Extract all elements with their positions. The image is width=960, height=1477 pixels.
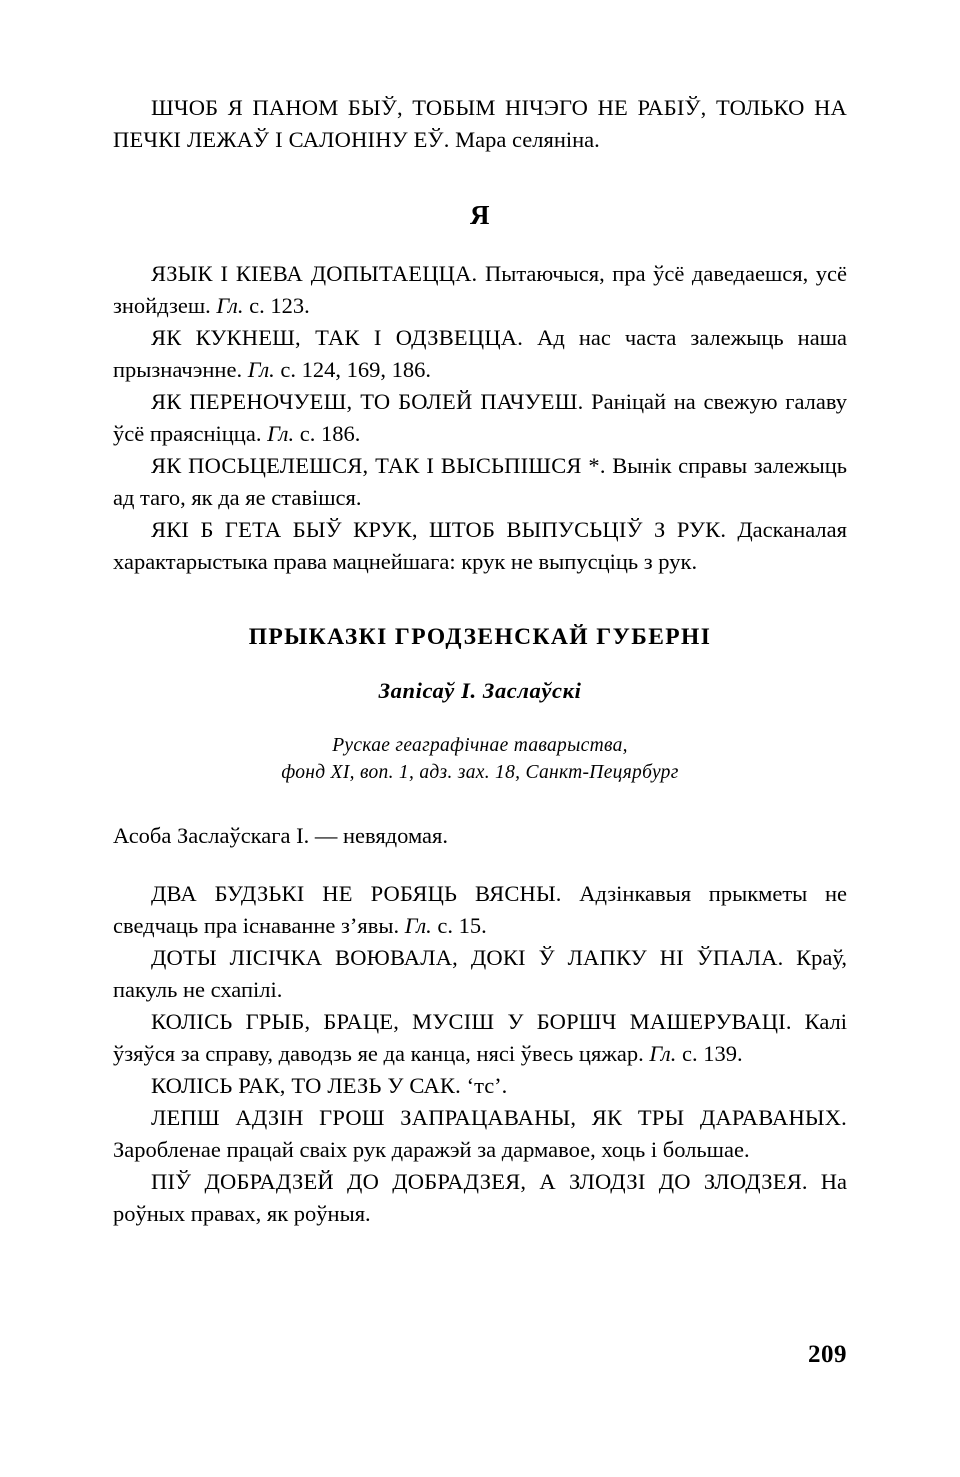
cross-reference-pages: с. 186.: [294, 421, 361, 446]
proverb-gloss: Пытаючыся, пра ўсё даведаешся, усё знойдзеш.: [113, 261, 848, 318]
proverb-text: ЯК КУКНЕШ, ТАК І ОДЗВЕЦЦА.: [151, 325, 524, 350]
proverb-entry: [113, 1166, 847, 1230]
spacer: [113, 232, 847, 258]
cross-reference-pages: с. 123.: [243, 293, 310, 318]
proverb-gloss: Калі ўзяўся за справу, даводзь яе да канца, нясі ўвесь цяжар.: [113, 1009, 847, 1066]
proverb-text: ШЧОБ Я ПАНОМ БЫЎ, ТОБЫМ НІЧЭГО НЕ РАБІЎ, ТОЛЬКО НА ПЕЧКІ ЛЕЖАЎ І САЛОНІНУ ЕЎ.: [113, 95, 847, 152]
proverb-text: ЯЗЫК І КІЕВА ДОПЫТАЕЦЦА.: [151, 261, 478, 286]
proverb-entry: [113, 258, 847, 322]
proverb-text: ЛЕПШ АДЗІН ГРОШ ЗАПРАЦАВАНЫ, ЯК ТРЫ ДАРАВАНЫХ.: [151, 1105, 847, 1130]
cross-reference-marker: Гл.: [649, 1041, 677, 1066]
proverb-gloss: Мара селяніна.: [455, 127, 600, 152]
proverb-entry: [113, 1102, 847, 1166]
editorial-note: Асоба Заслаўскага І. — невядомая.: [113, 823, 448, 848]
proverb-gloss: На роўных правах, як роўныя.: [113, 1169, 847, 1226]
proverb-entry: [113, 1006, 847, 1070]
cross-reference-pages: с. 139.: [676, 1041, 743, 1066]
proverb-text: КОЛІСЬ ГРЫБ, БРАЦЕ, МУСІШ У БОРШЧ МАШЕРУВАЦІ.: [151, 1009, 792, 1034]
proverb-gloss: Заробленае працай сваіх рук даражэй за дармавое, хоць і большае.: [113, 1137, 750, 1162]
spacer: [113, 786, 847, 820]
chapter-title: ПРЫКАЗКІ ГРОДЗЕНСКАЙ ГУБЕРНІ: [248, 624, 712, 650]
proverb-gloss: Ад нас часта залежыць наша прызначэнне.: [113, 325, 848, 382]
proverb-gloss: ‘тс’.: [466, 1073, 508, 1098]
proverb-gloss: Вынік справы залежыць ад таго, як да яе ставішся.: [113, 453, 847, 510]
source-line-1: Рускае геаграфічнае таварыства,: [332, 735, 628, 756]
spacer: [113, 706, 847, 732]
spacer: [113, 652, 847, 676]
spacer: [113, 578, 847, 622]
proverb-text: ДОТЫ ЛІСІЧКА ВОЮВАЛА, ДОКІ Ў ЛАПКУ НІ ЎПАЛА.: [151, 945, 784, 970]
proverb-gloss: Адзінкавыя прыкметы не сведчаць пра існаванне з’явы.: [113, 881, 847, 938]
page-text-block: [113, 92, 847, 1230]
cross-reference-marker: Гл.: [216, 293, 244, 318]
source-line-2: фонд XI, воп. 1, адз. зах. 18, Санкт-Пецярбург: [281, 762, 679, 783]
proverb-gloss: Дасканалая характарыстыка права мацнейшага: крук не выпусціць з рук.: [113, 517, 847, 574]
cross-reference-marker: Гл.: [404, 913, 432, 938]
proverb-entry: [113, 1070, 847, 1102]
proverb-text: ЯКІ Б ГЕТА БЫЎ КРУК, ШТОБ ВЫПУСЬЦІЎ З РУК.: [151, 517, 727, 542]
cross-reference-pages: с. 15.: [431, 913, 487, 938]
spacer: [113, 156, 847, 198]
proverb-entry: [113, 514, 847, 578]
proverb-text: ЯК ПОСЬЦЕЛЕШСЯ, ТАК І ВЫСЬПІШСЯ *.: [151, 453, 606, 478]
proverb-entry: [113, 878, 847, 942]
proverb-entry: [113, 322, 847, 386]
proverb-gloss: Краў, пакуль не схапілі.: [113, 945, 848, 1002]
proverb-text: КОЛІСЬ РАК, ТО ЛЕЗЬ У САК.: [151, 1073, 461, 1098]
page-number: 209: [808, 1341, 847, 1368]
proverb-text: ДВА БУДЗЬКІ НЕ РОБЯЦЬ ВЯСНЫ.: [151, 881, 562, 906]
proverb-entry: [113, 942, 847, 1006]
proverb-text: ПІЎ ДОБРАДЗЕЙ ДО ДОБРАДЗЕЯ, А ЗЛОДЗІ ДО ЗЛОДЗЕЯ.: [151, 1169, 808, 1194]
proverb-entry: [113, 386, 847, 450]
cross-reference-marker: Гл.: [247, 357, 275, 382]
proverb-entry: [113, 450, 847, 514]
proverb-text: ЯК ПЕРЕНОЧУЕШ, ТО БОЛЕЙ ПАЧУЕШ.: [151, 389, 584, 414]
chapter-author: Запісаў І. Заслаўскі: [378, 678, 582, 703]
cross-reference-marker: Гл.: [267, 421, 295, 446]
proverb-gloss: Раніцай на свежую галаву ўсё праясніцца.: [113, 389, 847, 446]
proverb-entry: [113, 92, 847, 156]
spacer: [113, 852, 847, 878]
cross-reference-pages: с. 124, 169, 186.: [274, 357, 432, 382]
letter-section-heading: Я: [470, 200, 490, 230]
